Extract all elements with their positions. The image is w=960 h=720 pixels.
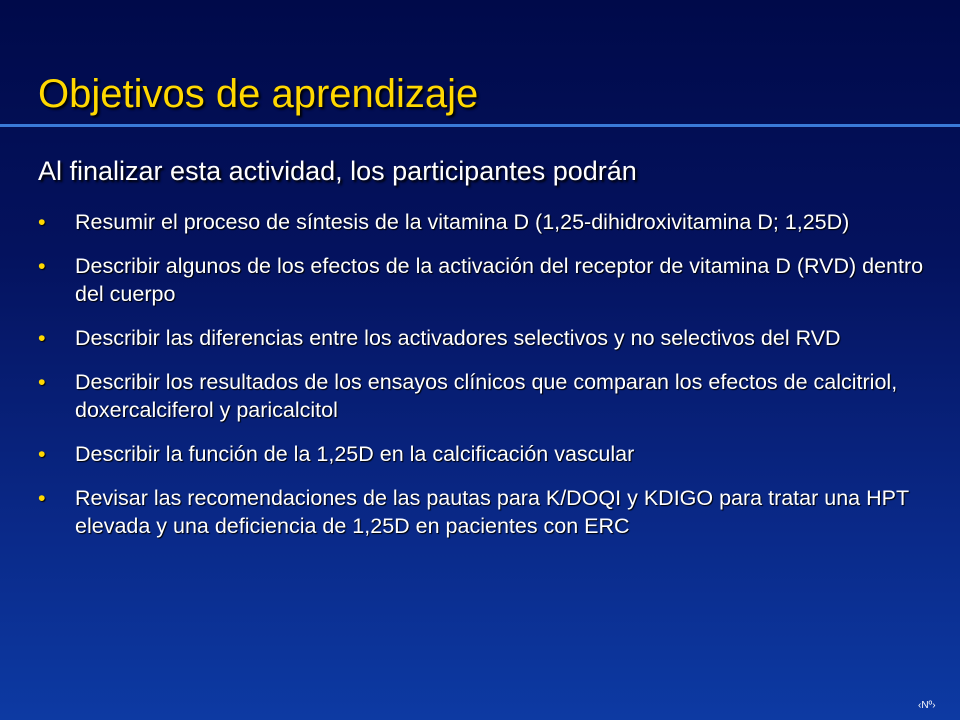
objective-item	[38, 252, 938, 308]
bullet-icon: •	[38, 370, 46, 394]
title-divider	[0, 124, 960, 127]
objective-text: Resumir el proceso de síntesis de la vitamina D (1,25-dihidroxivitamina D; 1,25D)	[75, 210, 850, 234]
objective-text: Describir las diferencias entre los activadores selectivos y no selectivos del RVD	[75, 326, 841, 350]
objective-item	[38, 440, 938, 468]
bullet-icon: •	[38, 442, 46, 466]
objective-item	[38, 208, 938, 236]
objectives-list	[38, 208, 938, 556]
bullet-icon: •	[38, 326, 46, 350]
objective-item	[38, 324, 938, 352]
objective-item	[38, 368, 938, 424]
bullet-icon: •	[38, 486, 46, 510]
objective-text: Describir la función de la 1,25D en la calcificación vascular	[75, 442, 635, 466]
slide-number: ‹Nº›	[918, 700, 936, 711]
objective-text: Describir algunos de los efectos de la activación del receptor de vitamina D (RVD) dentro del cuerpo	[75, 254, 924, 306]
slide-subtitle: Al finalizar esta actividad, los participantes podrán	[38, 156, 637, 186]
objective-item	[38, 484, 938, 540]
objective-text: Revisar las recomendaciones de las pautas para K/DOQI y KDIGO para tratar una HPT elevada y una deficiencia de 1,25D en pacientes con ERC	[75, 486, 909, 538]
objective-text: Describir los resultados de los ensayos clínicos que comparan los efectos de calcitriol, doxercalciferol y paricalcitol	[75, 370, 898, 422]
bullet-icon: •	[38, 254, 46, 278]
bullet-icon: •	[38, 210, 46, 234]
slide-title: Objetivos de aprendizaje	[38, 72, 479, 116]
